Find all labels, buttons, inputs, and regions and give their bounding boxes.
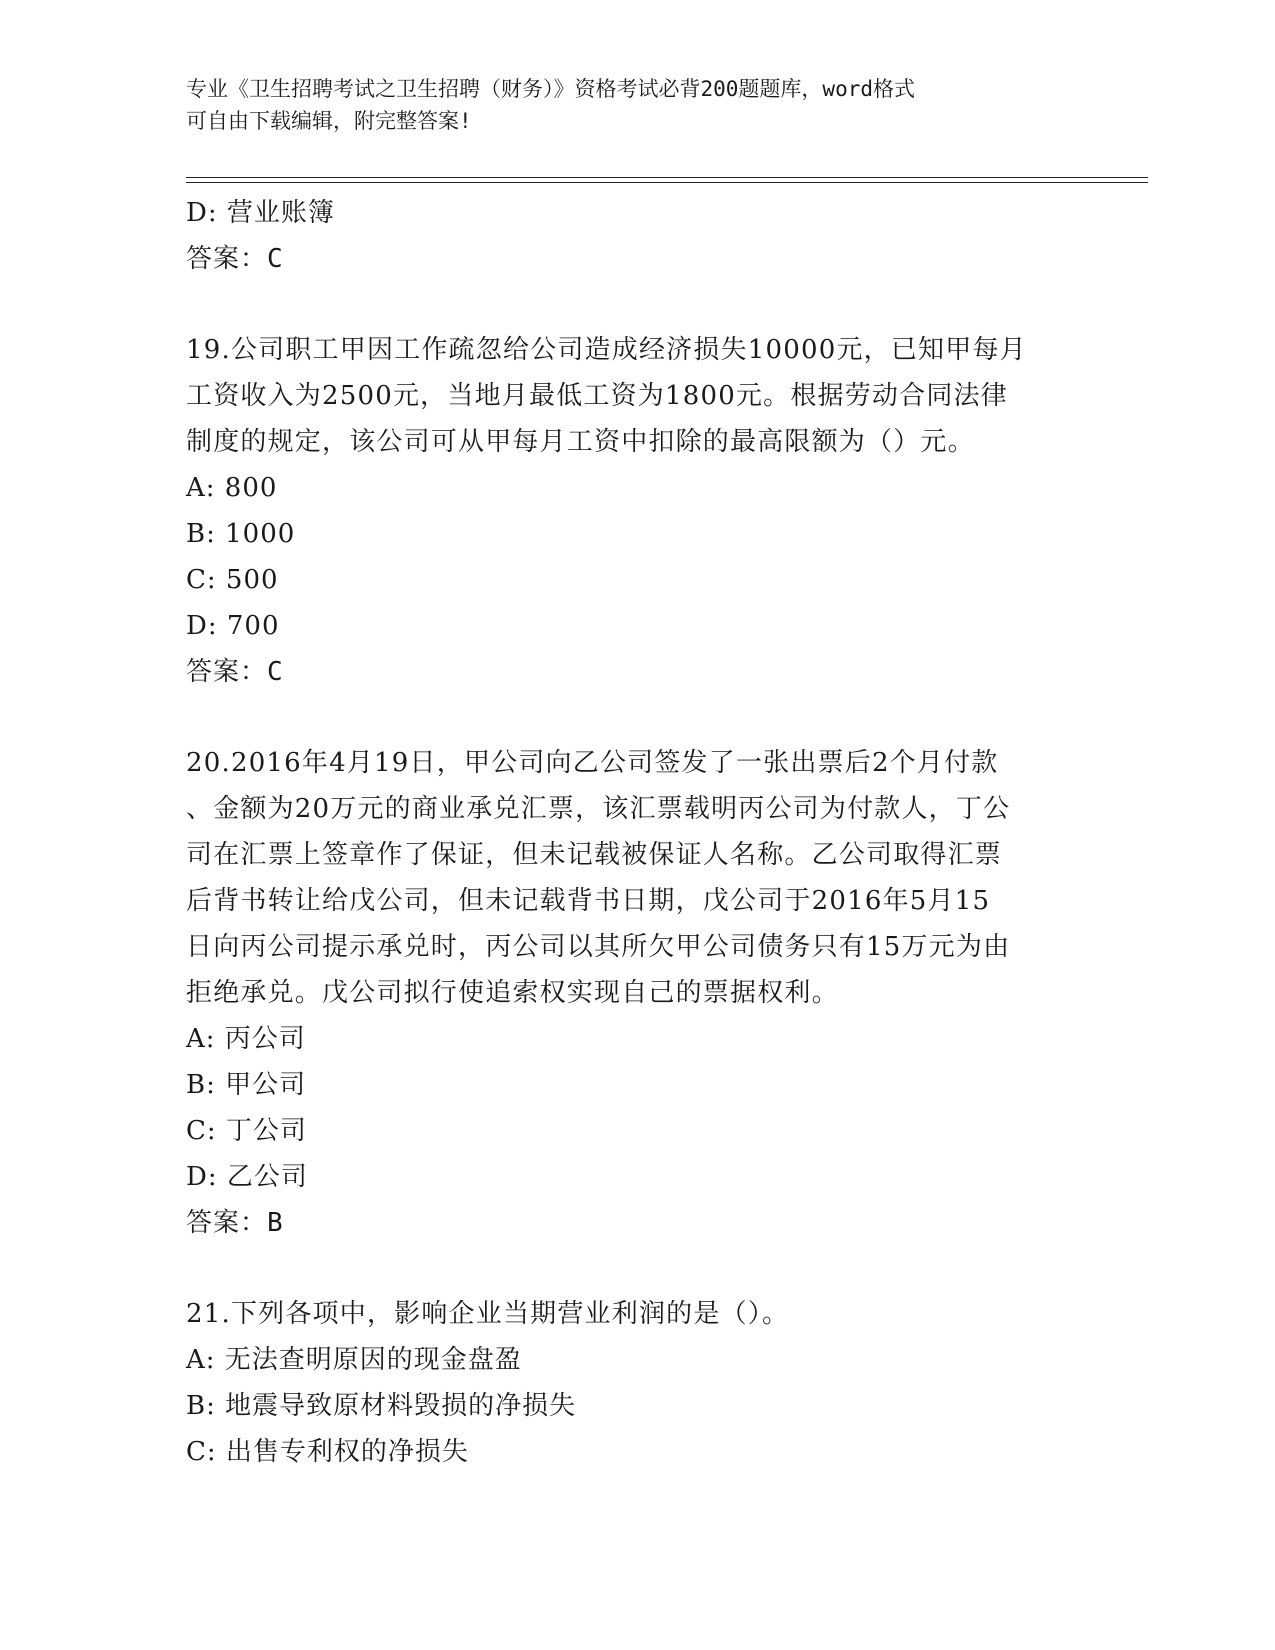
stem-line: 制度的规定，该公司可从甲每月工资中扣除的最高限额为（）元。 xyxy=(186,427,975,457)
stem-line: 后背书转让给戊公司，但未记载背书日期，戊公司于2016年5月15 xyxy=(186,886,991,916)
question-20 xyxy=(186,740,1086,1246)
header-line-2: 可自由下载编辑，附完整答案! xyxy=(186,109,472,133)
option-c: C: 出售专利权的净损失 xyxy=(186,1437,469,1467)
stem-line: 拒绝承兑。戊公司拟行使追索权实现自己的票据权利。 xyxy=(186,978,839,1008)
header-rule-bottom xyxy=(186,182,1148,183)
question-stem xyxy=(186,1291,1076,1337)
stem-line: 、金额为20万元的商业承兑汇票，该汇票载明丙公司为付款人，丁公 xyxy=(186,794,1011,824)
option-d: D: 700 xyxy=(186,611,280,641)
option-b: B: 甲公司 xyxy=(186,1070,307,1100)
stem-line: 工资收入为2500元，当地月最低工资为1800元。根据劳动合同法律 xyxy=(186,381,1008,411)
option-b: B: 地震导致原材料毁损的净损失 xyxy=(186,1391,577,1421)
question-19 xyxy=(186,327,1086,695)
option-d: D: 营业账簿 xyxy=(186,198,335,228)
question-21 xyxy=(186,1291,1086,1475)
header-rule-top xyxy=(186,177,1148,178)
question-18-tail xyxy=(186,190,1086,282)
document-header xyxy=(186,73,1066,137)
stem-line: 21.下列各项中，影响企业当期营业利润的是（）。 xyxy=(186,1299,790,1329)
answer-line: 答案：B xyxy=(186,1208,284,1238)
stem-line: 司在汇票上签章作了保证，但未记载被保证人名称。乙公司取得汇票 xyxy=(186,840,1003,870)
question-stem xyxy=(186,740,1076,1016)
stem-line: 日向丙公司提示承兑时，丙公司以其所欠甲公司债务只有15万元为由 xyxy=(186,932,1011,962)
option-d: D: 乙公司 xyxy=(186,1162,308,1192)
option-a: A: 丙公司 xyxy=(186,1024,306,1054)
option-c: C: 500 xyxy=(186,565,279,595)
option-a: A: 无法查明原因的现金盘盈 xyxy=(186,1345,522,1375)
option-b: B: 1000 xyxy=(186,519,296,549)
header-line-1: 专业《卫生招聘考试之卫生招聘（财务）》资格考试必背200题题库，word格式 xyxy=(186,77,915,101)
option-c: C: 丁公司 xyxy=(186,1116,307,1146)
stem-line: 19.公司职工甲因工作疏忽给公司造成经济损失10000元，已知甲每月 xyxy=(186,335,1027,365)
answer-line: 答案：C xyxy=(186,657,284,687)
stem-line: 20.2016年4月19日，甲公司向乙公司签发了一张出票后2个月付款 xyxy=(186,748,999,778)
question-stem xyxy=(186,327,1076,465)
question-content xyxy=(186,190,1086,1475)
option-a: A: 800 xyxy=(186,473,278,503)
answer-line: 答案：C xyxy=(186,244,284,274)
